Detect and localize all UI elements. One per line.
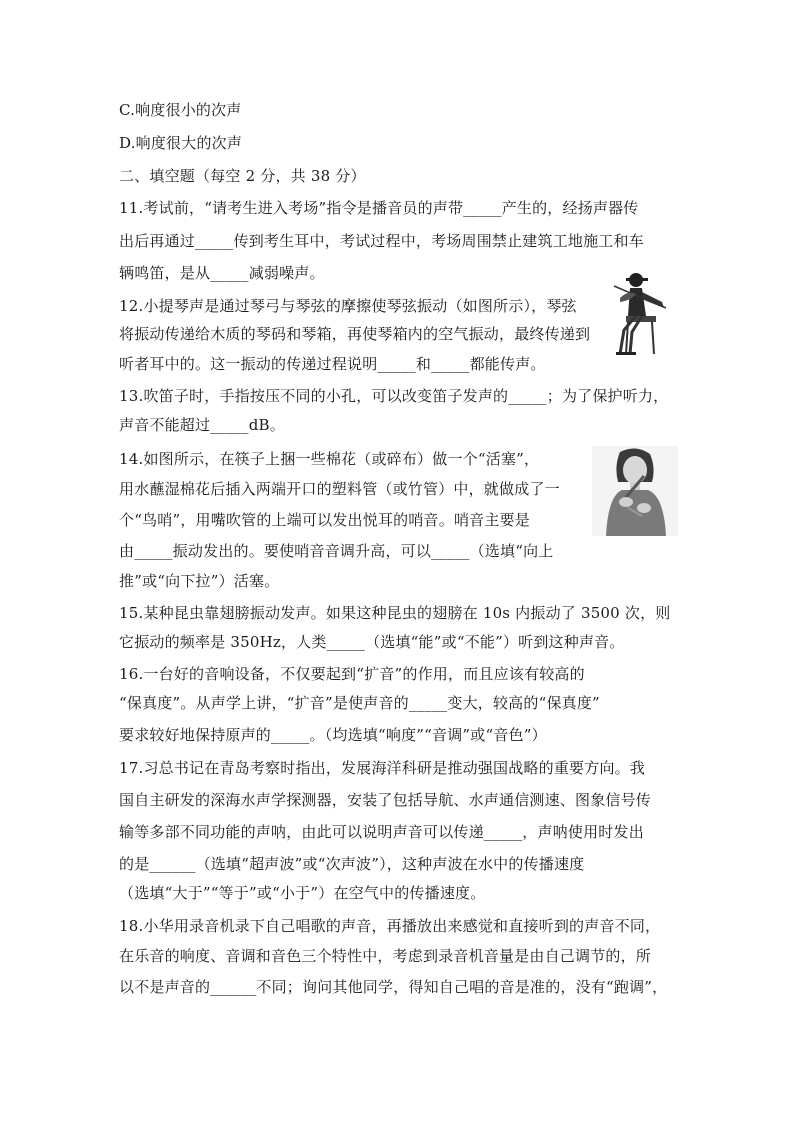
- question-14-line-2: 用水蘸湿棉花后插入两端开口的塑料管（或竹管）中，就做成了一: [119, 480, 560, 498]
- question-16-line-1: 16.一台好的音响设备，不仅要起到“扩音”的作用，而且应该有较高的: [119, 665, 585, 683]
- bird-whistle-figure: [592, 446, 678, 536]
- question-14-line-3: 个“鸟哨”，用嘴吹管的上端可以发出悦耳的哨音。哨音主要是: [119, 511, 530, 529]
- question-17-line-2: 国自主研发的深海水声学探测器，安装了包括导航、水声通信测速、图象信号传: [119, 791, 652, 809]
- question-17-line-3: 输等多部不同功能的声呐，由此可以说明声音可以传递_____，声呐使用时发出: [119, 823, 644, 841]
- question-18-line-2: 在乐音的响度、音调和音色三个特性中，考虑到录音机音量是由自己调节的，所: [119, 947, 652, 965]
- question-11-line-3: 辆鸣笛，是从_____减弱噪声。: [119, 264, 325, 282]
- question-16-line-3: 要求较好地保持原声的_____。（均选填“响度”“音调”或“音色”）: [119, 726, 547, 744]
- question-14-line-1: 14.如图所示，在筷子上捆一些棉花（或碎布）做一个“活塞”，: [119, 450, 540, 468]
- violin-player-illustration: [606, 268, 676, 358]
- option-c: C.响度很小的次声: [119, 101, 242, 119]
- girl-blowing-whistle-photo: [592, 446, 678, 536]
- option-d: D.响度很大的次声: [119, 134, 243, 152]
- question-17-line-5: （选填“大于”“等于”或“小于”）在空气中的传播速度。: [119, 884, 486, 902]
- question-12-line-3: 听者耳中的。这一振动的传递过程说明_____和_____都能传声。: [119, 355, 546, 373]
- question-14-line-4: 由_____振动发出的。要使哨音音调升高，可以_____（选填“向上: [119, 542, 554, 560]
- question-13-line-1: 13.吹笛子时，手指按压不同的小孔，可以改变笛子发声的_____；为了保护听力，: [119, 387, 669, 405]
- question-17-line-1: 17.习总书记在青岛考察时指出，发展海洋科研是推动强国战略的重要方向。我: [119, 759, 646, 777]
- question-14-line-5: 推”或“向下拉”）活塞。: [119, 572, 280, 590]
- question-18-line-1: 18.小华用录音机录下自己唱歌的声音，再播放出来感觉和直接听到的声音不同，: [119, 917, 661, 935]
- question-15-line-1: 15.某种昆虫靠翅膀振动发声。如果这种昆虫的翅膀在 10s 内振动了 3500 次，则: [119, 604, 671, 622]
- question-18-line-3: 以不是声音的______不同；询问其他同学，得知自己唱的音是准的，没有“跑调”，: [119, 978, 668, 996]
- question-11-line-1: 11.考试前，“请考生进入考场”指令是播音员的声带_____产生的，经扬声器传: [119, 199, 639, 217]
- question-12-line-1: 12.小提琴声是通过琴弓与琴弦的摩擦使琴弦振动（如图所示），琴弦: [119, 297, 577, 315]
- violin-player-figure: [606, 268, 676, 358]
- section-heading: 二、填空题（每空 2 分，共 38 分）: [119, 167, 366, 185]
- question-13-line-2: 声音不能超过_____dB。: [119, 416, 285, 434]
- question-16-line-2: “保真度”。从声学上讲，“扩音”是使声音的_____变大，较高的“保真度”: [119, 694, 600, 712]
- question-11-line-2: 出后再通过_____传到考生耳中，考试过程中，考场周围禁止建筑工地施工和车: [119, 232, 644, 250]
- question-17-line-4: 的是______（选填“超声波”或“次声波”），这种声波在水中的传播速度: [119, 855, 585, 873]
- question-15-line-2: 它振动的频率是 350Hz，人类_____（选填“能”或“不能”）听到这种声音。: [119, 633, 625, 651]
- question-12-line-2: 将振动传递给木质的琴码和琴箱，再使琴箱内的空气振动，最终传递到: [119, 325, 591, 343]
